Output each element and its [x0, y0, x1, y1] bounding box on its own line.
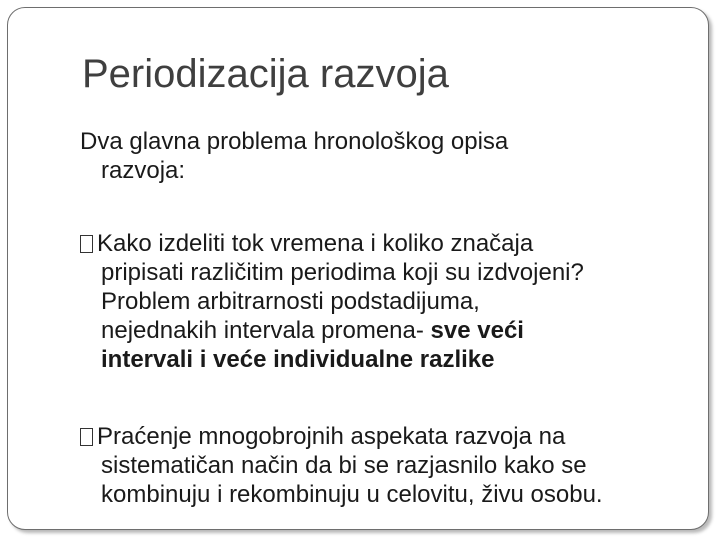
- slide-title: Periodizacija razvoja: [82, 52, 449, 96]
- bullet-2-line-2: sistematičan način da bi se razjasnilo kako se: [101, 452, 587, 479]
- bullet-2-line-1: [80, 422, 700, 451]
- missing-glyph-bullet-icon: [80, 235, 93, 253]
- bullet-item-2: [80, 422, 700, 509]
- bullet-item-1: [80, 229, 700, 374]
- missing-glyph-bullet-icon: [80, 428, 93, 446]
- bullet-1-line-1: [80, 229, 700, 258]
- bullet-1-text-1: Kako izdeliti tok vremena i koliko značaja: [97, 230, 534, 257]
- intro-line-1: Dva glavna problema hronološkog opisa: [80, 128, 509, 155]
- intro-text: [80, 127, 680, 185]
- intro-line-2: razvoja:: [101, 157, 186, 184]
- bullet-1-emphasis-4: sve veći: [430, 317, 524, 344]
- bullet-1-line-2: pripisati različitim periodima koji su izdvojeni?: [101, 259, 584, 286]
- bullet-1-line-3: Problem arbitrarnosti podstadijuma,: [101, 288, 480, 315]
- bullet-2-text-1: Praćenje mnogobrojnih aspekata razvoja na: [97, 423, 566, 450]
- bullet-1-line-5: intervali i veće individualne razlike: [101, 346, 495, 373]
- bullet-1-text-4: nejednakih intervala promena-: [101, 317, 431, 344]
- bullet-2-line-3: kombinuju i rekombinuju u celovitu, živu osobu.: [101, 481, 603, 508]
- bullet-1-line-4: [80, 316, 700, 345]
